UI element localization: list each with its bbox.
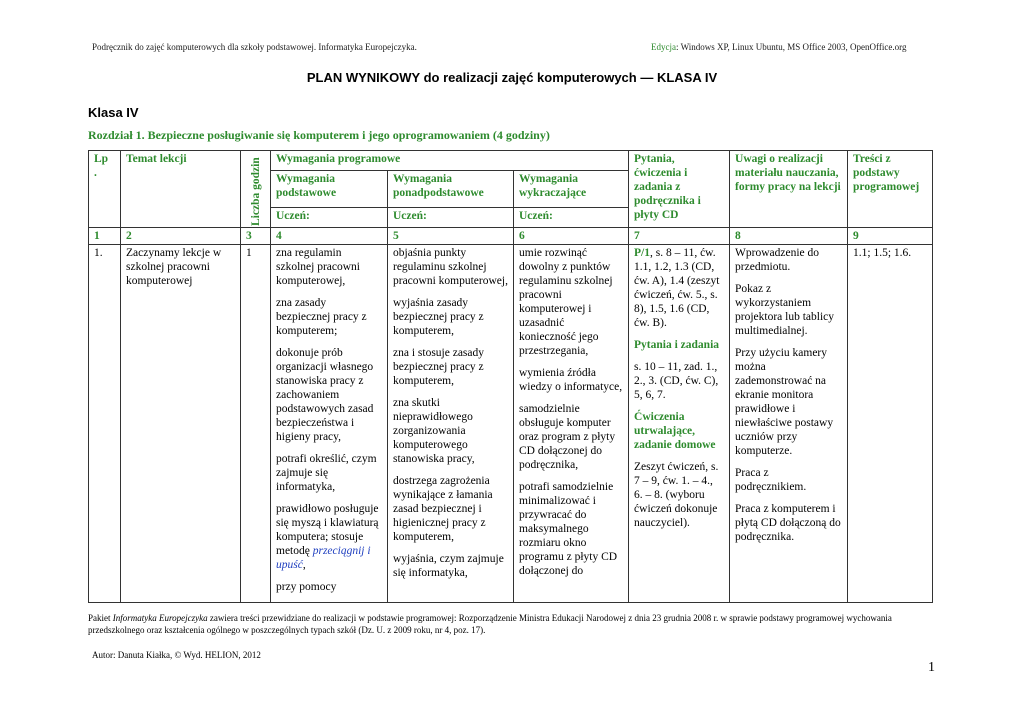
row-lp: 1. [89, 245, 121, 603]
class-heading: Klasa IV [88, 105, 139, 120]
package-note: Pakiet Informatyka Europejczyka zawiera treści przewidziane do realizacji w podstawie programowej: Rozporządzenie Ministra Edukacji Narodowej z dnia 23 grudnia 2008 r. w sprawie podstawy programowej wychowania przedszkolnego oraz kształcenia ogólnego w poszczególnych typach szkół (Dz. U. z 2009 roku, nr 4, poz. 17). [88, 613, 892, 635]
row-basic-requirements [271, 245, 388, 603]
requirement-item: umie rozwinąć dowolny z punktów regulaminu szkolnej pracowni komputerowej i uzasadnić konieczność jego przestrzegania, [519, 247, 613, 357]
header-lp: Lp . [89, 151, 121, 228]
header-student-3: Uczeń: [514, 207, 629, 227]
header-student-2: Uczeń: [388, 207, 514, 227]
row-hours: 1 [241, 245, 271, 603]
drag-drop-term: przeciągnij i upuść [276, 545, 371, 571]
chapter-heading: Rozdział 1. Bezpieczne posługiwanie się komputerem i jego oprogramowaniem (4 godziny) [88, 128, 550, 142]
header-right [651, 42, 906, 52]
requirement-item: wymienia źródła wiedzy o informatyce, [519, 367, 623, 393]
questions-heading: Pytania i zadania [634, 339, 720, 351]
requirement-item: samodzielnie obsługuje komputer oraz program z płyty CD dołączonej do podręcznika, [519, 403, 616, 471]
requirement-item: prawidłowo posługuje się myszą i klawiaturą komputera; stosuje metodę przeciągnij i upuść, [276, 503, 379, 571]
header-questions: Pytania, ćwiczenia i zadania z podręcznika i płyty CD [629, 151, 730, 228]
homework-heading: Ćwiczenia utrwalające, zadanie domowe [634, 411, 716, 451]
row-topic: Zaczynamy lekcje w szkolnej pracowni komputerowej [121, 245, 241, 603]
requirement-item: objaśnia punkty regulaminu szkolnej pracowni komputerowej, [393, 247, 508, 287]
edition-value: : Windows XP, Linux Ubuntu, MS Office 2003, OpenOffice.org [676, 42, 907, 52]
page-number: 1 [928, 660, 935, 675]
header-curriculum: Treści z podstawy programowej [848, 151, 933, 228]
header-remarks: Uwagi o realizacji materiału nauczania, formy pracy na lekcji [730, 151, 848, 228]
remark-item: Wprowadzenie do przedmiotu. [735, 247, 820, 273]
column-number: 8 [730, 228, 848, 245]
requirement-item: zna skutki nieprawidłowego zorganizowania komputerowego stanowiska pracy, [393, 397, 475, 465]
requirement-item: zna regulamin szkolnej pracowni komputerowej, [276, 247, 360, 287]
column-number: 7 [629, 228, 730, 245]
column-number: 5 [388, 228, 514, 245]
page-title: PLAN WYNIKOWY do realizacji zajęć komputerowych — KLASA IV [306, 70, 718, 85]
requirement-item: zna zasady bezpiecznej pracy z komputerem; [276, 297, 367, 337]
table-row [89, 245, 933, 603]
requirement-item: potrafi określić, czym zajmuje się informatyka, [276, 453, 377, 493]
requirement-item: zna i stosuje zasady bezpiecznej pracy z komputerem, [393, 347, 485, 387]
column-number: 4 [271, 228, 388, 245]
column-number: 1 [89, 228, 121, 245]
row-questions [629, 245, 730, 603]
header-advanced: Wymagania ponadpodstawowe [388, 171, 514, 208]
plan-table [88, 150, 933, 603]
edition-label: Edycja [651, 42, 676, 52]
header-basic: Wymagania podstawowe [271, 171, 388, 208]
row-curriculum: 1.1; 1.5; 1.6. [848, 245, 933, 603]
remark-item: Przy użyciu kamery można zademonstrować na ekranie monitora prawidłowe i niewłaściwe postawy uczniów przy komputerze. [735, 347, 834, 457]
author-line: Autor: Danuta Kiałka, © Wyd. HELION, 2012 [92, 650, 261, 660]
row-extended-requirements [514, 245, 629, 603]
row-remarks [730, 245, 848, 603]
column-numbers-row [89, 228, 933, 245]
remark-item: Praca z komputerem i płytą CD dołączoną do podręcznika. [735, 503, 841, 543]
exercise-ref: s. 10 – 11, zad. 1., 2., 3. (CD, ćw. C), 5, 6, 7. [634, 361, 719, 401]
remark-item: Pokaz z wykorzystaniem projektora lub tablicy multimedialnej. [735, 283, 835, 337]
column-number: 3 [241, 228, 271, 245]
exercise-ref: P/1, s. 8 – 11, ćw. 1.1, 1.2, 1.3 (CD, ćw. A), 1.4 (zeszyt ćwiczeń, ćw. 5., s. 8), 1.5, 1.6 (CD, ćw. B). [634, 247, 720, 329]
requirement-item: przy pomocy [276, 581, 337, 593]
row-advanced-requirements [388, 245, 514, 603]
requirement-item: wyjaśnia zasady bezpiecznej pracy z komputerem, [393, 297, 484, 337]
header-hours: Liczba godzin [241, 151, 271, 228]
header-requirements: Wymagania programowe [271, 151, 629, 171]
column-number: 2 [121, 228, 241, 245]
header-left: Podręcznik do zajęć komputerowych dla szkoły podstawowej. Informatyka Europejczyka. [92, 42, 417, 52]
requirement-item: dokonuje prób organizacji własnego stanowiska pracy z zachowaniem podstawowych zasad bezpieczeństwa i higieny pracy, [276, 347, 374, 443]
exercise-ref: Zeszyt ćwiczeń, s. 7 – 9, ćw. 1. – 4., 6. – 8. (wyboru ćwiczeń dokonuje nauczyciel). [634, 461, 719, 529]
requirement-item: wyjaśnia, czym zajmuje się informatyka, [393, 553, 504, 579]
requirement-item: potrafi samodzielnie minimalizować i przywracać do maksymalnego rozmiaru okno programu z płyty CD dołączonej do [519, 481, 618, 577]
column-number: 6 [514, 228, 629, 245]
header-topic: Temat lekcji [121, 151, 241, 228]
header-extended: Wymagania wykraczające [514, 171, 629, 208]
requirement-item: dostrzega zagrożenia wynikające z łamania zasad bezpiecznej i higienicznej pracy z komputerem, [393, 475, 493, 543]
header-student-1: Uczeń: [271, 207, 388, 227]
column-number: 9 [848, 228, 933, 245]
remark-item: Praca z podręcznikiem. [735, 467, 807, 493]
